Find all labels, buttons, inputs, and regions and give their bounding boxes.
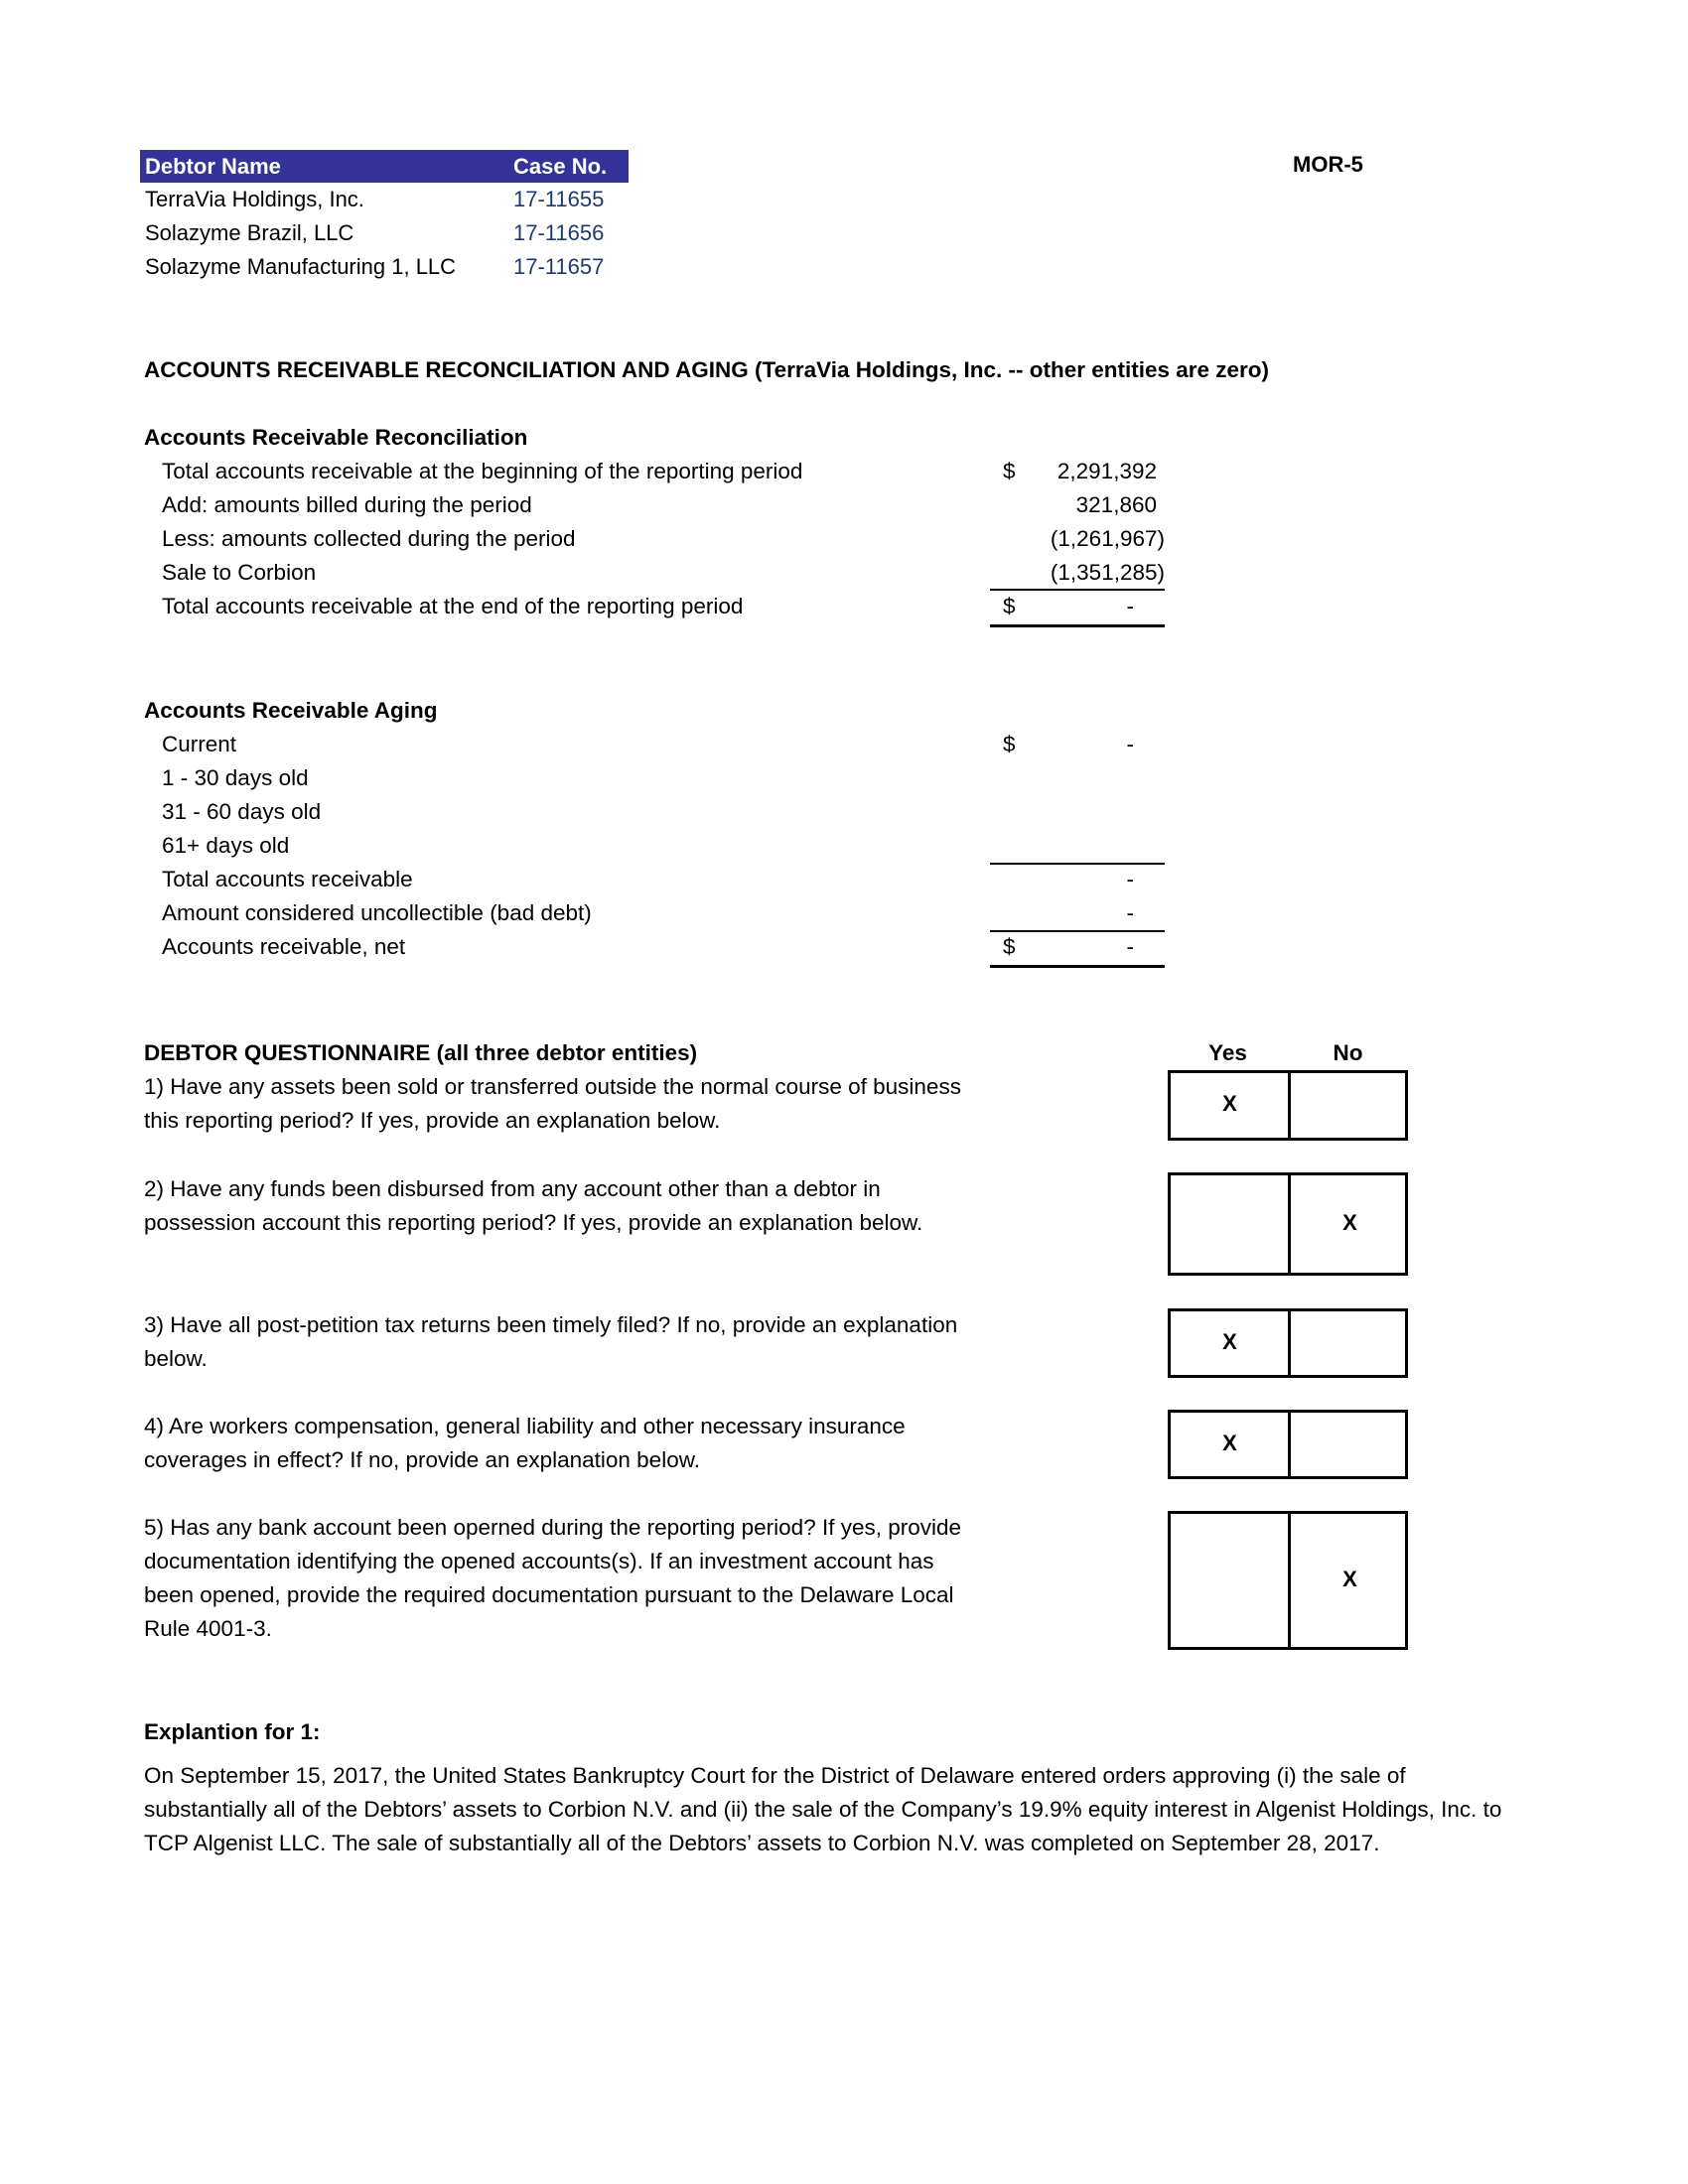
debtor-name: Solazyme Manufacturing 1, LLC	[145, 254, 457, 279]
row-label: Total accounts receivable	[162, 867, 413, 891]
aging-row	[0, 930, 1688, 964]
row-label: 1 - 30 days old	[162, 765, 309, 790]
dollar-sign: $	[1003, 594, 1016, 618]
row-value: (1,261,967)	[1050, 526, 1165, 551]
debtor-name: Solazyme Brazil, LLC	[145, 220, 354, 245]
answer-box-4	[1168, 1410, 1408, 1479]
debtor-table	[140, 150, 629, 284]
row-label: 61+ days old	[162, 833, 290, 858]
aging-row	[0, 795, 1688, 829]
reconciliation-title: Accounts Receivable Reconciliation	[144, 425, 528, 450]
explanation-title: Explantion for 1:	[144, 1719, 321, 1744]
aging-row	[0, 896, 1688, 930]
answer-box-2	[1168, 1172, 1408, 1276]
question-4: 4) Are workers compensation, general liability and other necessary insurance coverages in effect? If no, provide an explanation below.	[144, 1414, 906, 1472]
row-label: Amount considered uncollectible (bad debt)	[162, 900, 592, 925]
yes-column-label: Yes	[1208, 1040, 1247, 1065]
dollar-sign: $	[1003, 934, 1016, 959]
yes-mark: X	[1222, 1329, 1237, 1354]
case-number: 17-11657	[513, 254, 605, 279]
dollar-sign: $	[1003, 732, 1016, 756]
no-column-label: No	[1333, 1040, 1363, 1065]
reconciliation-row	[0, 590, 1688, 623]
questionnaire-title: DEBTOR QUESTIONNAIRE (all three debtor entities)	[144, 1040, 698, 1065]
answer-box-1	[1168, 1070, 1408, 1141]
reconciliation-row	[0, 522, 1688, 556]
answer-box-3	[1168, 1308, 1408, 1378]
col-debtor-name: Debtor Name	[145, 154, 281, 179]
row-label: Less: amounts collected during the period	[162, 526, 576, 551]
row-label: Total accounts receivable at the beginning of the reporting period	[162, 459, 803, 483]
dollar-sign: $	[1003, 459, 1016, 483]
debtor-row	[140, 250, 629, 284]
row-value: 2,291,392	[1056, 459, 1157, 483]
no-mark: X	[1342, 1210, 1357, 1235]
row-label: Add: amounts billed during the period	[162, 492, 532, 517]
no-mark: X	[1342, 1567, 1357, 1591]
aging-title: Accounts Receivable Aging	[144, 698, 438, 723]
row-value: -	[1126, 867, 1134, 891]
question-2: 2) Have any funds been disbursed from any account other than a debtor in possession account this reporting period? If yes, provide an explanation below.	[144, 1176, 923, 1235]
aging-row	[0, 829, 1688, 863]
reconciliation-row	[0, 488, 1688, 522]
row-label: Total accounts receivable at the end of the reporting period	[162, 594, 744, 618]
row-label: Accounts receivable, net	[162, 934, 406, 959]
aging-row	[0, 761, 1688, 795]
row-value: -	[1126, 934, 1134, 959]
debtor-row	[140, 183, 629, 216]
form-code: MOR-5	[1293, 152, 1363, 177]
reconciliation-row	[0, 455, 1688, 488]
yes-mark: X	[1222, 1431, 1237, 1455]
row-value: (1,351,285)	[1050, 560, 1165, 585]
question-3: 3) Have all post-petition tax returns been timely filed? If no, provide an explanation below.	[144, 1312, 958, 1371]
explanation-body: On September 15, 2017, the United States Bankruptcy Court for the District of Delaware entered orders approving (i) the sale of substantially all of the Debtors’ assets to Corbion N.V. and (ii) the sale of the Company’s 19.9% equity interest in Algenist Holdings, Inc. to TCP Algenist LLC. The sale of substantially all of the Debtors’ assets to Corbion N.V. was completed on September 28, 2017.	[144, 1763, 1502, 1855]
debtor-table-header	[140, 150, 629, 183]
section-title: ACCOUNTS RECEIVABLE RECONCILIATION AND AGING (TerraVia Holdings, Inc. -- other entities are zero)	[144, 357, 1270, 382]
row-value: -	[1126, 594, 1134, 618]
col-case-no: Case No.	[513, 154, 608, 179]
answer-box-5	[1168, 1511, 1408, 1650]
case-number: 17-11656	[513, 220, 605, 245]
row-label: Current	[162, 732, 237, 756]
row-label: 31 - 60 days old	[162, 799, 322, 824]
row-value: 321,860	[1075, 492, 1157, 517]
row-label: Sale to Corbion	[162, 560, 317, 585]
question-5: 5) Has any bank account been operned during the reporting period? If yes, provide documentation identifying the opened accounts(s). If an investment account has been opened, provide the required documentation pursuant to the Delaware Local Rule 4001-3.	[144, 1515, 962, 1641]
question-1: 1) Have any assets been sold or transferred outside the normal course of business this reporting period? If yes, provide an explanation below.	[144, 1074, 961, 1133]
total-rule	[990, 624, 1165, 627]
row-value: -	[1126, 900, 1134, 925]
yes-mark: X	[1222, 1091, 1237, 1116]
debtor-name: TerraVia Holdings, Inc.	[145, 187, 364, 211]
total-rule	[990, 965, 1165, 968]
row-value: -	[1126, 732, 1134, 756]
reconciliation-row	[0, 556, 1688, 590]
case-number: 17-11655	[513, 187, 605, 211]
debtor-row	[140, 216, 629, 250]
aging-row	[0, 728, 1688, 761]
aging-row	[0, 863, 1688, 896]
